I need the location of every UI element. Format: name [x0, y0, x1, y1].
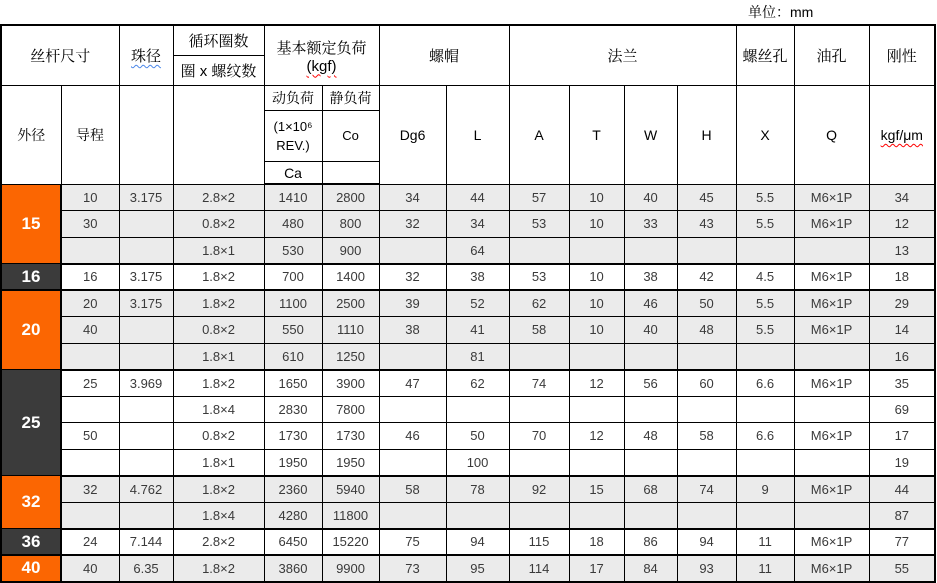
cell-co: 5940 — [322, 476, 379, 503]
cell-x — [736, 396, 794, 423]
cell-ball-dia — [119, 317, 173, 344]
cell-dg6 — [379, 343, 446, 370]
cell-ball-dia — [119, 502, 173, 529]
cell-w — [624, 449, 677, 476]
table-row — [1, 237, 935, 264]
cell-circuits: 1.8×2 — [173, 370, 264, 397]
cell-ca: 4280 — [264, 502, 322, 529]
cell-t: 18 — [569, 529, 624, 556]
cell-w: 33 — [624, 211, 677, 238]
cell-rigidity: 17 — [869, 423, 935, 450]
cell-a — [509, 396, 569, 423]
cell-w: 84 — [624, 555, 677, 582]
cell-dg6: 47 — [379, 370, 446, 397]
row-group-label-16: 16 — [1, 264, 61, 291]
cell-circuits: 1.8×4 — [173, 502, 264, 529]
row-group-label-20: 20 — [1, 290, 61, 370]
cell-a — [509, 449, 569, 476]
cell-ca: 2830 — [264, 396, 322, 423]
cell-h: 48 — [677, 317, 736, 344]
cell-lead — [61, 449, 119, 476]
cell-l: 38 — [446, 264, 509, 291]
cell-dg6: 38 — [379, 317, 446, 344]
cell-dg6: 58 — [379, 476, 446, 503]
header-lead: 导程 — [61, 86, 119, 185]
cell-dg6 — [379, 396, 446, 423]
cell-lead: 30 — [61, 211, 119, 238]
header-static-load: 静负荷 — [322, 86, 379, 111]
table-row — [1, 264, 935, 291]
cell-co: 2800 — [322, 184, 379, 211]
cell-t: 10 — [569, 264, 624, 291]
cell-ball-dia — [119, 211, 173, 238]
cell-co: 1110 — [322, 317, 379, 344]
cell-ball-dia: 7.144 — [119, 529, 173, 556]
header-dynamic-load-symbol: Ca — [264, 162, 322, 185]
cell-lead: 20 — [61, 290, 119, 317]
cell-ca: 550 — [264, 317, 322, 344]
table-row — [1, 184, 935, 211]
cell-h: 42 — [677, 264, 736, 291]
cell-x: 9 — [736, 476, 794, 503]
header-screw-size: 丝杆尺寸 — [1, 25, 119, 86]
cell-ca: 1650 — [264, 370, 322, 397]
cell-q: M6×1P — [794, 370, 869, 397]
header-col-h: H — [677, 86, 736, 185]
cell-h: 50 — [677, 290, 736, 317]
cell-dg6 — [379, 449, 446, 476]
header-col-q: Q — [794, 86, 869, 185]
cell-lead — [61, 237, 119, 264]
cell-t — [569, 343, 624, 370]
table-row — [1, 370, 935, 397]
cell-a: 62 — [509, 290, 569, 317]
header-col-w: W — [624, 86, 677, 185]
header-row-2 — [1, 86, 935, 111]
cell-q: M6×1P — [794, 529, 869, 556]
cell-lead: 40 — [61, 555, 119, 582]
cell-lead: 40 — [61, 317, 119, 344]
table-row — [1, 343, 935, 370]
cell-h — [677, 343, 736, 370]
cell-a: 53 — [509, 211, 569, 238]
header-flange: 法兰 — [509, 25, 736, 86]
cell-t: 10 — [569, 211, 624, 238]
cell-q: M6×1P — [794, 476, 869, 503]
cell-l: 64 — [446, 237, 509, 264]
cell-w: 40 — [624, 184, 677, 211]
cell-t: 10 — [569, 317, 624, 344]
header-row-1 — [1, 25, 935, 56]
cell-h: 58 — [677, 423, 736, 450]
cell-co: 900 — [322, 237, 379, 264]
cell-a: 114 — [509, 555, 569, 582]
cell-h — [677, 237, 736, 264]
cell-rigidity: 14 — [869, 317, 935, 344]
header-col-l: L — [446, 86, 509, 185]
cell-circuits: 1.8×1 — [173, 237, 264, 264]
cell-a: 74 — [509, 370, 569, 397]
cell-ca: 1950 — [264, 449, 322, 476]
cell-ball-dia — [119, 237, 173, 264]
cell-l — [446, 396, 509, 423]
cell-rigidity: 44 — [869, 476, 935, 503]
cell-rigidity: 12 — [869, 211, 935, 238]
cell-q — [794, 237, 869, 264]
header-circuits-line2: 圈 x 螺纹数 — [173, 56, 264, 86]
table-row — [1, 317, 935, 344]
cell-dg6: 39 — [379, 290, 446, 317]
cell-dg6: 32 — [379, 211, 446, 238]
cell-l: 94 — [446, 529, 509, 556]
cell-co: 15220 — [322, 529, 379, 556]
cell-circuits: 1.8×2 — [173, 476, 264, 503]
cell-l: 44 — [446, 184, 509, 211]
cell-x: 11 — [736, 555, 794, 582]
cell-rigidity: 18 — [869, 264, 935, 291]
cell-t — [569, 502, 624, 529]
header-dynamic-load-rev-line1: (1×10⁶ — [273, 118, 313, 134]
cell-lead — [61, 396, 119, 423]
table-row — [1, 529, 935, 556]
header-rigidity-unit-label: kgf/μm — [880, 126, 923, 143]
cell-ball-dia — [119, 343, 173, 370]
header-col-a: A — [509, 86, 569, 185]
header-rated-load-line2: (kgf) — [306, 57, 337, 75]
cell-lead: 25 — [61, 370, 119, 397]
cell-circuits: 2.8×2 — [173, 529, 264, 556]
cell-circuits: 1.8×2 — [173, 555, 264, 582]
cell-w: 56 — [624, 370, 677, 397]
cell-ball-dia: 6.35 — [119, 555, 173, 582]
header-col-t: T — [569, 86, 624, 185]
cell-dg6: 32 — [379, 264, 446, 291]
header-col-x: X — [736, 86, 794, 185]
cell-rigidity: 87 — [869, 502, 935, 529]
cell-q — [794, 502, 869, 529]
cell-circuits: 2.8×2 — [173, 184, 264, 211]
cell-w: 86 — [624, 529, 677, 556]
header-rigidity: 刚性 — [869, 25, 935, 86]
cell-w: 38 — [624, 264, 677, 291]
cell-circuits: 1.8×1 — [173, 343, 264, 370]
cell-lead — [61, 502, 119, 529]
cell-h — [677, 449, 736, 476]
cell-rigidity: 13 — [869, 237, 935, 264]
header-rated-load-line1: 基本额定负荷 — [276, 39, 367, 57]
cell-rigidity: 34 — [869, 184, 935, 211]
cell-lead — [61, 343, 119, 370]
cell-ball-dia: 3.175 — [119, 290, 173, 317]
cell-a: 70 — [509, 423, 569, 450]
table-row — [1, 423, 935, 450]
cell-w: 40 — [624, 317, 677, 344]
cell-rigidity: 69 — [869, 396, 935, 423]
cell-l: 41 — [446, 317, 509, 344]
cell-dg6: 46 — [379, 423, 446, 450]
cell-lead: 10 — [61, 184, 119, 211]
cell-a: 115 — [509, 529, 569, 556]
header-rigidity-unit — [869, 86, 935, 185]
header-dg6: Dg6 — [379, 86, 446, 185]
header-oil-hole: 油孔 — [794, 25, 869, 86]
cell-t: 12 — [569, 370, 624, 397]
row-group-label-36: 36 — [1, 529, 61, 556]
cell-x: 4.5 — [736, 264, 794, 291]
cell-q — [794, 396, 869, 423]
cell-co: 1730 — [322, 423, 379, 450]
cell-t: 17 — [569, 555, 624, 582]
cell-x: 6.6 — [736, 370, 794, 397]
cell-circuits: 1.8×2 — [173, 264, 264, 291]
cell-ca: 2360 — [264, 476, 322, 503]
cell-h: 94 — [677, 529, 736, 556]
cell-t: 15 — [569, 476, 624, 503]
header-dynamic-load-rev — [264, 111, 322, 162]
cell-w: 68 — [624, 476, 677, 503]
table-row — [1, 211, 935, 238]
cell-ca: 530 — [264, 237, 322, 264]
cell-h: 74 — [677, 476, 736, 503]
row-group-label-25: 25 — [1, 370, 61, 476]
cell-rigidity: 77 — [869, 529, 935, 556]
header-screw-hole: 螺丝孔 — [736, 25, 794, 86]
cell-ball-dia — [119, 423, 173, 450]
cell-x: 6.6 — [736, 423, 794, 450]
header-ball-diameter — [119, 25, 173, 86]
cell-circuits: 0.8×2 — [173, 317, 264, 344]
header-static-load-symbol: Co — [322, 111, 379, 162]
cell-dg6: 73 — [379, 555, 446, 582]
cell-dg6 — [379, 237, 446, 264]
cell-rigidity: 19 — [869, 449, 935, 476]
cell-a: 53 — [509, 264, 569, 291]
cell-q: M6×1P — [794, 264, 869, 291]
cell-q: M6×1P — [794, 290, 869, 317]
cell-w: 48 — [624, 423, 677, 450]
cell-l: 50 — [446, 423, 509, 450]
cell-lead: 32 — [61, 476, 119, 503]
spec-table-body — [1, 184, 935, 582]
cell-dg6: 75 — [379, 529, 446, 556]
cell-dg6 — [379, 502, 446, 529]
cell-h — [677, 396, 736, 423]
cell-x — [736, 237, 794, 264]
cell-w: 46 — [624, 290, 677, 317]
cell-h: 45 — [677, 184, 736, 211]
cell-rigidity: 16 — [869, 343, 935, 370]
header-circuits-spacer — [173, 86, 264, 185]
cell-t — [569, 449, 624, 476]
cell-w — [624, 343, 677, 370]
header-dynamic-load: 动负荷 — [264, 86, 322, 111]
cell-q: M6×1P — [794, 211, 869, 238]
cell-l: 81 — [446, 343, 509, 370]
cell-l: 78 — [446, 476, 509, 503]
header-nut: 螺帽 — [379, 25, 509, 86]
cell-a — [509, 237, 569, 264]
cell-ball-dia: 3.175 — [119, 184, 173, 211]
header-dynamic-load-rev-line2: REV.) — [276, 138, 310, 153]
header-ball-diameter-label: 珠径 — [131, 48, 162, 65]
cell-h — [677, 502, 736, 529]
cell-t — [569, 396, 624, 423]
cell-t: 10 — [569, 290, 624, 317]
cell-co: 9900 — [322, 555, 379, 582]
cell-ball-dia — [119, 396, 173, 423]
header-outer-diameter: 外径 — [1, 86, 61, 185]
cell-ball-dia: 4.762 — [119, 476, 173, 503]
cell-circuits: 1.8×4 — [173, 396, 264, 423]
table-row — [1, 396, 935, 423]
header-static-load-spacer — [322, 162, 379, 185]
cell-l: 95 — [446, 555, 509, 582]
cell-l: 100 — [446, 449, 509, 476]
cell-ca: 700 — [264, 264, 322, 291]
table-row — [1, 449, 935, 476]
cell-ca: 1100 — [264, 290, 322, 317]
unit-label: 单位：mm — [748, 4, 814, 20]
cell-a: 58 — [509, 317, 569, 344]
cell-co: 7800 — [322, 396, 379, 423]
cell-rigidity: 55 — [869, 555, 935, 582]
cell-q — [794, 343, 869, 370]
cell-co: 1400 — [322, 264, 379, 291]
ballscrew-spec-table — [0, 24, 936, 583]
cell-t: 12 — [569, 423, 624, 450]
cell-rigidity: 35 — [869, 370, 935, 397]
cell-co: 11800 — [322, 502, 379, 529]
cell-lead: 50 — [61, 423, 119, 450]
cell-ca: 6450 — [264, 529, 322, 556]
cell-ca: 1730 — [264, 423, 322, 450]
cell-a — [509, 502, 569, 529]
cell-x — [736, 502, 794, 529]
table-header — [1, 25, 935, 184]
cell-x: 5.5 — [736, 184, 794, 211]
cell-t: 10 — [569, 184, 624, 211]
cell-l: 62 — [446, 370, 509, 397]
cell-q: M6×1P — [794, 184, 869, 211]
cell-a — [509, 343, 569, 370]
cell-a: 92 — [509, 476, 569, 503]
cell-ball-dia: 3.175 — [119, 264, 173, 291]
cell-h: 60 — [677, 370, 736, 397]
cell-co: 800 — [322, 211, 379, 238]
header-circuits-line1: 循环圈数 — [173, 25, 264, 56]
cell-ca: 480 — [264, 211, 322, 238]
header-ball-diameter-spacer — [119, 86, 173, 185]
row-group-label-15: 15 — [1, 184, 61, 264]
cell-ca: 610 — [264, 343, 322, 370]
cell-h: 93 — [677, 555, 736, 582]
cell-lead: 24 — [61, 529, 119, 556]
cell-t — [569, 237, 624, 264]
header-rated-load — [264, 25, 379, 86]
cell-l: 34 — [446, 211, 509, 238]
cell-rigidity: 29 — [869, 290, 935, 317]
cell-q: M6×1P — [794, 423, 869, 450]
cell-lead: 16 — [61, 264, 119, 291]
row-group-label-32: 32 — [1, 476, 61, 529]
cell-ca: 3860 — [264, 555, 322, 582]
row-group-label-40: 40 — [1, 555, 61, 582]
cell-x: 11 — [736, 529, 794, 556]
cell-circuits: 1.8×1 — [173, 449, 264, 476]
cell-w — [624, 396, 677, 423]
cell-circuits: 0.8×2 — [173, 423, 264, 450]
cell-l — [446, 502, 509, 529]
cell-a: 57 — [509, 184, 569, 211]
cell-dg6: 34 — [379, 184, 446, 211]
cell-ball-dia: 3.969 — [119, 370, 173, 397]
cell-l: 52 — [446, 290, 509, 317]
cell-ball-dia — [119, 449, 173, 476]
table-row — [1, 290, 935, 317]
cell-x — [736, 449, 794, 476]
cell-x: 5.5 — [736, 211, 794, 238]
table-row — [1, 476, 935, 503]
cell-co: 2500 — [322, 290, 379, 317]
cell-x: 5.5 — [736, 317, 794, 344]
cell-h: 43 — [677, 211, 736, 238]
cell-circuits: 1.8×2 — [173, 290, 264, 317]
cell-x — [736, 343, 794, 370]
cell-q: M6×1P — [794, 317, 869, 344]
cell-q — [794, 449, 869, 476]
cell-ca: 1410 — [264, 184, 322, 211]
cell-co: 1950 — [322, 449, 379, 476]
cell-co: 1250 — [322, 343, 379, 370]
cell-q: M6×1P — [794, 555, 869, 582]
cell-w — [624, 502, 677, 529]
cell-co: 3900 — [322, 370, 379, 397]
cell-circuits: 0.8×2 — [173, 211, 264, 238]
table-row — [1, 502, 935, 529]
cell-w — [624, 237, 677, 264]
cell-x: 5.5 — [736, 290, 794, 317]
